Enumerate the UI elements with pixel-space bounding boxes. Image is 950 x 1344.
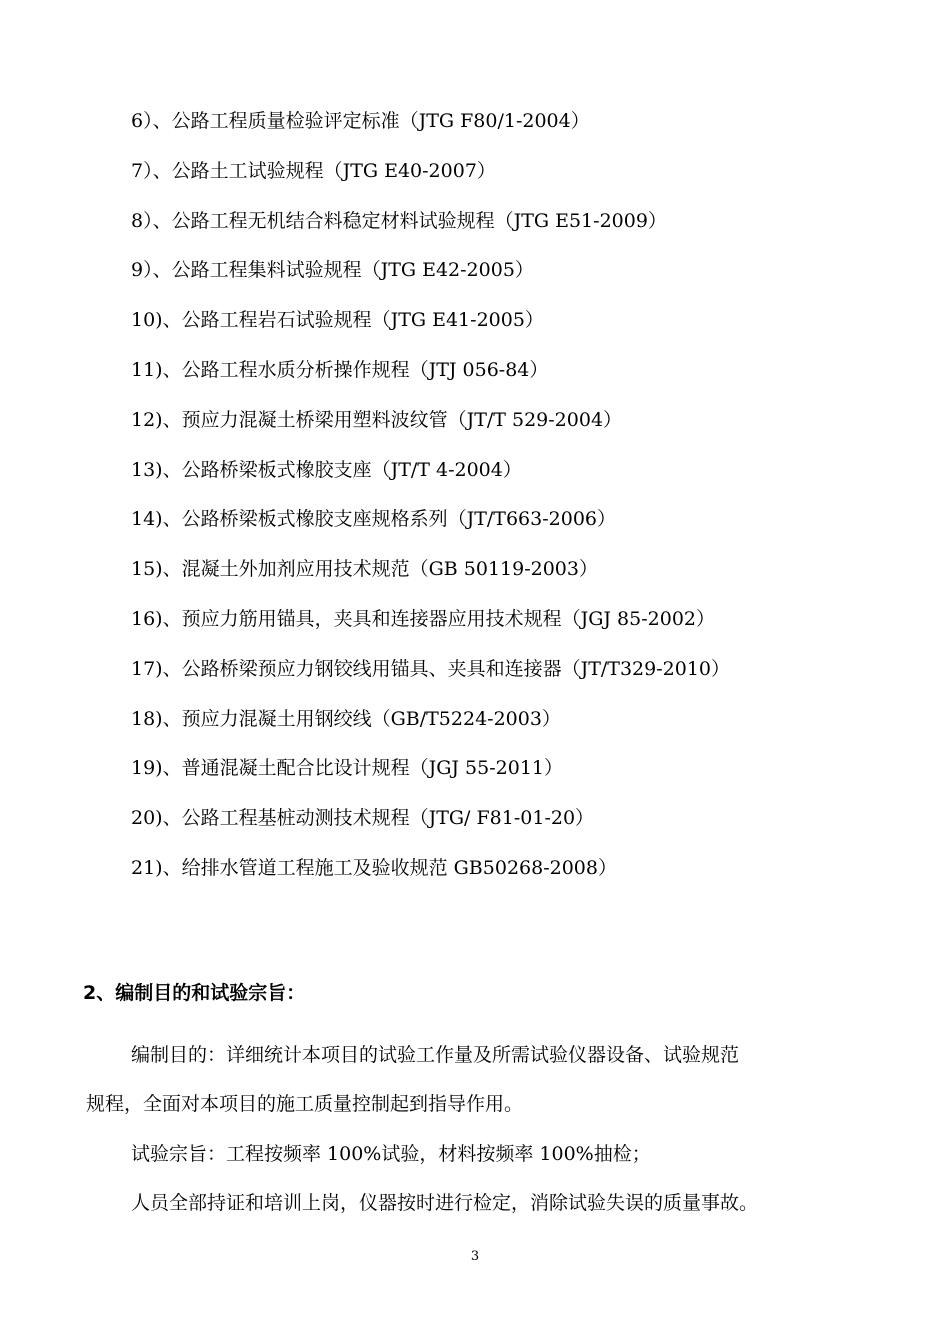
page-number: 3 (470, 1249, 480, 1264)
reference-item: 19)、普通混凝土配合比设计规程（JGJ 55-2011） (131, 757, 563, 780)
purpose-paragraph-line1: 编制目的：详细统计本项目的试验工作量及所需试验仪器设备、试验规范 (131, 1044, 740, 1066)
reference-standards-list (131, 106, 891, 903)
principle-paragraph: 试验宗旨：工程按频率 100%试验，材料按频率 100%抽检； (131, 1143, 651, 1165)
reference-item: 15)、混凝土外加剂应用技术规范（GB 50119-2003） (131, 558, 598, 581)
reference-item: 6）、公路工程质量检验评定标准（JTG F80/1-2004） (131, 110, 590, 132)
reference-item: 11)、公路工程水质分析操作规程（JTJ 056-84） (131, 358, 549, 381)
reference-item: 18)、预应力混凝土用钢绞线（GB/T5224-2003） (131, 707, 561, 730)
reference-item: 8）、公路工程无机结合料稳定材料试验规程（JTG E51-2009） (131, 209, 667, 232)
reference-item: 7）、公路土工试验规程（JTG E40-2007） (131, 159, 496, 182)
reference-item: 10)、公路工程岩石试验规程（JTG E41-2005） (131, 309, 544, 332)
reference-item: 13)、公路桥梁板式橡胶支座（JT/T 4-2004） (131, 458, 522, 481)
reference-item: 20)、公路工程基桩动测技术规程（JTG/ F81-01-20） (131, 807, 595, 830)
reference-item: 12)、预应力混凝土桥梁用塑料波纹管（JT/T 529-2004） (131, 408, 623, 431)
section-heading: 2、编制目的和试验宗旨： (83, 982, 306, 1004)
reference-item: 21)、给排水管道工程施工及验收规范 GB50268-2008） (131, 856, 617, 879)
purpose-paragraph-line2: 规程，全面对本项目的施工质量控制起到指导作用。 (86, 1093, 524, 1115)
reference-item: 16)、预应力筋用锚具，夹具和连接器应用技术规程（JGJ 85-2002） (131, 607, 715, 630)
reference-item: 14)、公路桥梁板式橡胶支座规格系列（JT/T663-2006） (131, 508, 616, 531)
reference-item: 9）、公路工程集料试验规程（JTG E42-2005） (131, 259, 534, 282)
personnel-paragraph: 人员全部持证和培训上岗，仪器按时进行检定，消除试验失误的质量事故。 (131, 1192, 759, 1214)
reference-item: 17)、公路桥梁预应力钢铰线用锚具、夹具和连接器（JT/T329-2010） (131, 657, 730, 680)
